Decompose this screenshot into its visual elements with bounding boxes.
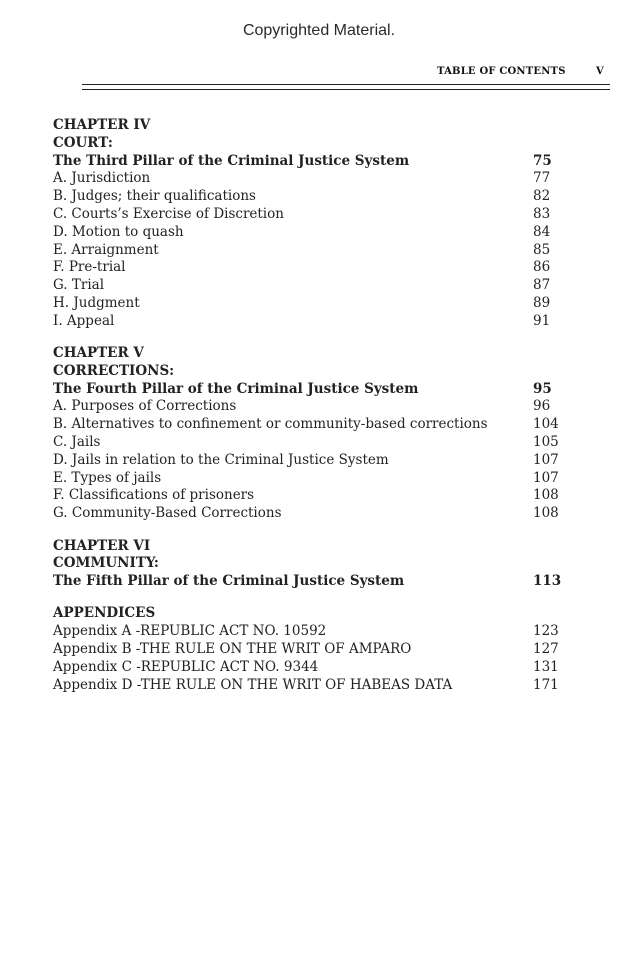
toc-entry [53, 277, 573, 295]
chapter-subtitle-text: The Fifth Pillar of the Criminal Justice System [53, 573, 405, 590]
toc-entry [53, 224, 573, 242]
toc-entry-page-number: 96 [533, 398, 551, 415]
toc-entry-text: A. Jurisdiction [53, 170, 151, 187]
toc-entry [53, 242, 573, 260]
chapter-title-text: CHAPTER VI [53, 537, 151, 554]
toc-entry [53, 259, 573, 277]
toc-entry [53, 623, 573, 641]
toc-entry [53, 659, 573, 677]
header-rule-top [82, 84, 610, 85]
running-head-title: TABLE OF CONTENTS [437, 66, 566, 77]
chapter-subtitle [53, 573, 573, 591]
toc-entry-text: I. Appeal [53, 312, 115, 329]
chapter-title [53, 117, 573, 135]
toc-entry-text: B. Judges; their qualifications [53, 188, 256, 205]
toc-entry-page-number: 85 [533, 241, 551, 258]
chapter-title [53, 605, 573, 623]
toc-entry-text: A. Purposes of Corrections [53, 398, 237, 415]
toc-section [53, 605, 573, 694]
copyright-watermark: Copyrighted Material. [242, 22, 396, 39]
toc-entry-text: Appendix D -THE RULE ON THE WRIT OF HABEAS DATA [53, 676, 453, 693]
toc-entry [53, 295, 573, 313]
toc-section [53, 345, 573, 523]
running-head [0, 66, 638, 80]
toc-entry-page-number: 91 [533, 312, 551, 329]
toc-entry-page-number: 171 [533, 676, 559, 693]
chapter-subtitle [53, 381, 573, 399]
table-of-contents [53, 117, 573, 709]
toc-entry-text: D. Motion to quash [53, 223, 184, 240]
toc-entry-page-number: 108 [533, 505, 559, 522]
toc-entry-page-number: 87 [533, 277, 551, 294]
toc-entry-page-number: 86 [533, 259, 551, 276]
chapter-subtitle-text: The Fourth Pillar of the Criminal Justice System [53, 380, 419, 397]
chapter-heading-text: COMMUNITY: [53, 555, 159, 572]
toc-entry [53, 398, 573, 416]
toc-entry-text: C. Jails [53, 434, 101, 451]
chapter-title-text: CHAPTER IV [53, 117, 151, 133]
toc-entry-page-number: 89 [533, 294, 551, 311]
toc-entry-page-number: 77 [533, 170, 551, 187]
toc-entry-page-number: 105 [533, 434, 559, 451]
toc-entry-text: H. Judgment [53, 294, 140, 311]
toc-entry-page-number: 84 [533, 223, 551, 240]
toc-entry-text: Appendix B -THE RULE ON THE WRIT OF AMPARO [53, 641, 412, 658]
toc-entry [53, 434, 573, 452]
chapter-heading [53, 135, 573, 153]
toc-entry [53, 677, 573, 695]
toc-entry [53, 416, 573, 434]
toc-entry-text: E. Arraignment [53, 241, 159, 258]
toc-entry-text: G. Trial [53, 277, 105, 294]
toc-entry-page-number: 83 [533, 205, 551, 222]
chapter-subtitle-text: The Third Pillar of the Criminal Justice System [53, 152, 410, 169]
chapter-subtitle-page-number: 113 [533, 573, 562, 590]
toc-entry-page-number: 123 [533, 623, 559, 640]
toc-entry [53, 452, 573, 470]
toc-entry-page-number: 107 [533, 451, 559, 468]
toc-entry-text: D. Jails in relation to the Criminal Justice System [53, 451, 389, 468]
toc-entry-page-number: 82 [533, 188, 551, 205]
toc-entry [53, 206, 573, 224]
chapter-heading [53, 555, 573, 573]
toc-entry-text: Appendix C -REPUBLIC ACT NO. 9344 [53, 658, 319, 675]
toc-entry-page-number: 104 [533, 416, 559, 433]
toc-entry-text: C. Courts’s Exercise of Discretion [53, 205, 284, 222]
chapter-title [53, 345, 573, 363]
toc-entry-text: B. Alternatives to confinement or community-based corrections [53, 416, 488, 433]
chapter-subtitle-page-number: 95 [533, 380, 552, 397]
chapter-subtitle [53, 153, 573, 171]
toc-entry-text: F. Pre-trial [53, 259, 126, 276]
toc-entry [53, 487, 573, 505]
toc-entry-page-number: 127 [533, 641, 559, 658]
toc-section [53, 117, 573, 331]
toc-entry [53, 170, 573, 188]
toc-entry [53, 505, 573, 523]
running-head-page-number: V [596, 66, 604, 77]
chapter-heading-text: CORRECTIONS: [53, 362, 175, 379]
toc-entry [53, 641, 573, 659]
chapter-title-text: APPENDICES [53, 605, 156, 622]
toc-entry [53, 470, 573, 488]
chapter-heading-text: COURT: [53, 134, 113, 151]
toc-entry-text: F. Classifications of prisoners [53, 487, 255, 504]
chapter-subtitle-page-number: 75 [533, 152, 552, 169]
chapter-title-text: CHAPTER V [53, 345, 144, 362]
toc-entry-page-number: 108 [533, 487, 559, 504]
toc-entry [53, 188, 573, 206]
toc-section [53, 538, 573, 591]
header-rule-bottom [82, 89, 610, 90]
chapter-title [53, 538, 573, 556]
chapter-heading [53, 363, 573, 381]
toc-entry-page-number: 107 [533, 469, 559, 486]
toc-entry-text: G. Community-Based Corrections [53, 505, 282, 522]
toc-entry-text: E. Types of jails [53, 469, 162, 486]
toc-entry-page-number: 131 [533, 658, 559, 675]
toc-entry [53, 313, 573, 331]
toc-entry-text: Appendix A -REPUBLIC ACT NO. 10592 [53, 623, 327, 640]
